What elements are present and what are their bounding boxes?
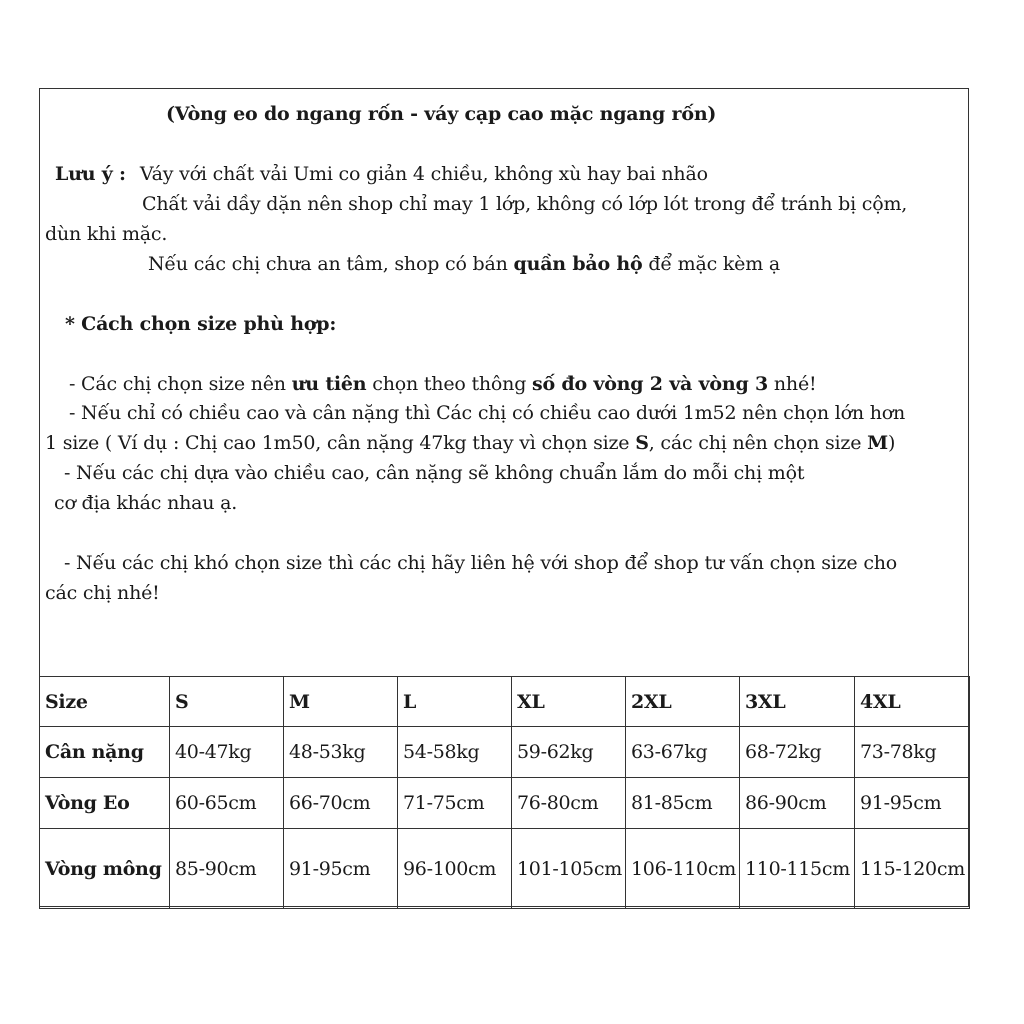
table-row	[40, 829, 970, 909]
table-cell: 73-78kg	[855, 727, 970, 778]
table-cell: 40-47kg	[170, 727, 284, 778]
header-cell: XL	[512, 677, 626, 727]
table-cell: 71-75cm	[398, 778, 512, 829]
table-cell: 63-67kg	[626, 727, 740, 778]
table-cell: 96-100cm	[398, 829, 512, 909]
table-cell: 86-90cm	[740, 778, 855, 829]
table-cell: 85-90cm	[170, 829, 284, 909]
tip-3-line-1: - Nếu các chị dựa vào chiều cao, cân nặng sẽ không chuẩn lắm do mỗi chị một	[64, 462, 805, 484]
header-cell: M	[284, 677, 398, 727]
notes-section	[40, 89, 968, 677]
tip-4-line-2: các chị nhé!	[45, 582, 160, 604]
header-cell: L	[398, 677, 512, 727]
table-cell: 76-80cm	[512, 778, 626, 829]
note-line-3: dùn khi mặc.	[45, 223, 168, 245]
header-cell: 4XL	[855, 677, 970, 727]
tip-3-line-2: cơ địa khác nhau ạ.	[54, 492, 238, 514]
header-cell: S	[170, 677, 284, 727]
header-cell: 2XL	[626, 677, 740, 727]
table-cell: 66-70cm	[284, 778, 398, 829]
size-choice-heading: * Cách chọn size phù hợp:	[65, 313, 337, 335]
table-cell: 59-62kg	[512, 727, 626, 778]
table-row	[40, 727, 970, 778]
size-guide-frame	[39, 88, 969, 907]
table-cell: 115-120cm	[855, 829, 970, 909]
tip-2-line-1: - Nếu chỉ có chiều cao và cân nặng thì Các chị có chiều cao dưới 1m52 nên chọn lớn hơn	[69, 402, 906, 424]
table-cell: 91-95cm	[284, 829, 398, 909]
table-cell: 91-95cm	[855, 778, 970, 829]
luu-y-label: Lưu ý :	[55, 163, 126, 185]
row-label: Vòng mông	[40, 829, 170, 909]
table-header-row	[40, 677, 970, 727]
table-cell: 68-72kg	[740, 727, 855, 778]
table-cell: 110-115cm	[740, 829, 855, 909]
row-label: Vòng Eo	[40, 778, 170, 829]
tip-2-line-2: 1 size ( Ví dụ : Chị cao 1m50, cân nặng 47kg thay vì chọn size S, các chị nên chọn size M)	[45, 432, 896, 454]
note-line-1: Lưu ý : Váy với chất vải Umi co giản 4 chiều, không xù hay bai nhão	[55, 163, 708, 185]
note-title: (Vòng eo do ngang rốn - váy cạp cao mặc ngang rốn)	[166, 103, 717, 125]
header-cell: Size	[40, 677, 170, 727]
note-line-4: Nếu các chị chưa an tâm, shop có bán quần bảo hộ để mặc kèm ạ	[148, 253, 781, 275]
table-cell: 101-105cm	[512, 829, 626, 909]
table-cell: 60-65cm	[170, 778, 284, 829]
table-row	[40, 778, 970, 829]
table-cell: 48-53kg	[284, 727, 398, 778]
header-cell: 3XL	[740, 677, 855, 727]
note-line-2: Chất vải dầy dặn nên shop chỉ may 1 lớp, không có lớp lót trong để tránh bị cộm,	[142, 193, 908, 215]
table-cell: 81-85cm	[626, 778, 740, 829]
table-cell: 54-58kg	[398, 727, 512, 778]
row-label: Cân nặng	[40, 727, 170, 778]
tip-1: - Các chị chọn size nên ưu tiên chọn theo thông số đo vòng 2 và vòng 3 nhé!	[69, 373, 817, 395]
tip-4-line-1: - Nếu các chị khó chọn size thì các chị hãy liên hệ với shop để shop tư vấn chọn size cho	[64, 552, 898, 574]
size-table	[39, 676, 970, 909]
table-cell: 106-110cm	[626, 829, 740, 909]
